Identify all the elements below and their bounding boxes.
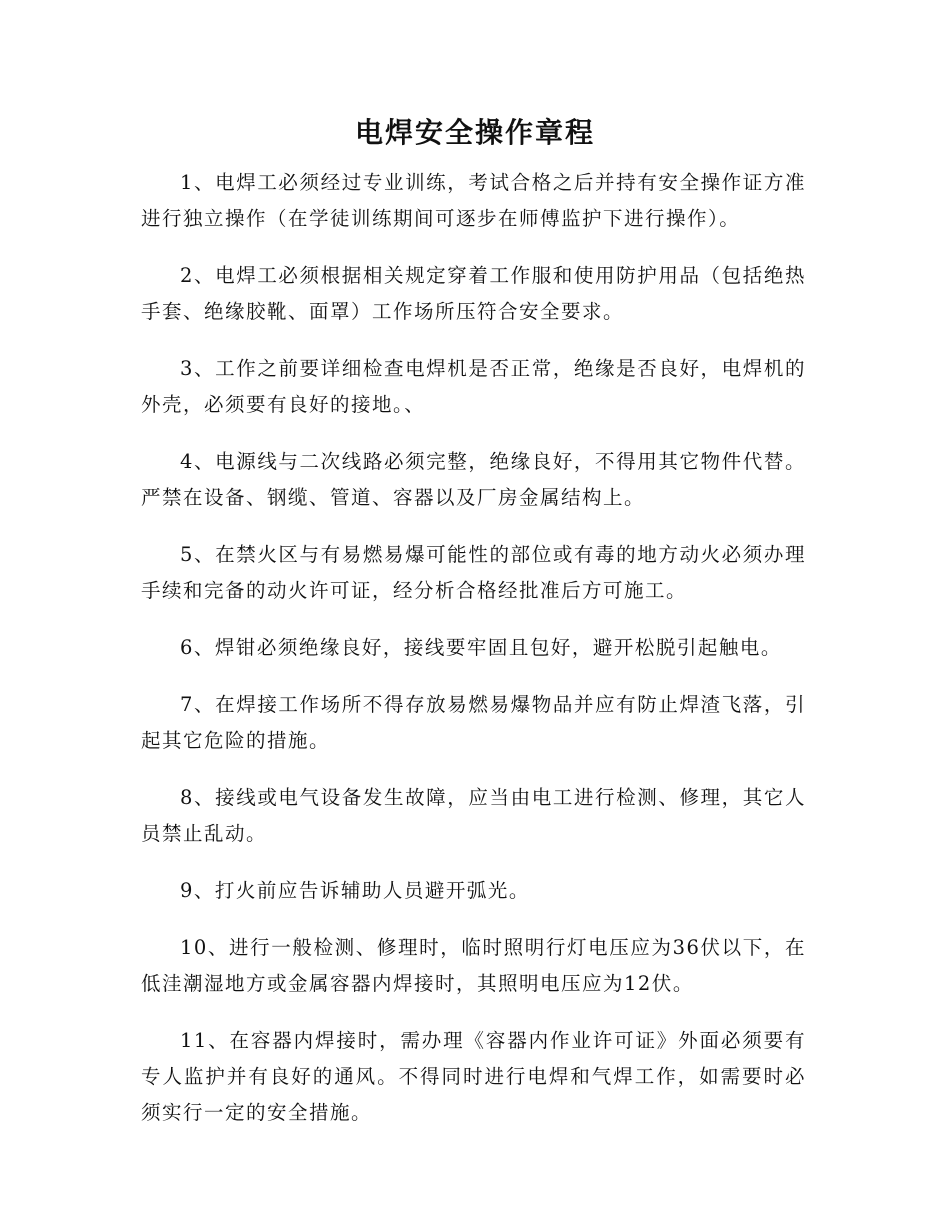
paragraph-4: 4、电源线与二次线路必须完整，绝缘良好，不得用其它物件代替。严禁在设备、钢缆、管道、容器以及厂房金属结构上。	[141, 450, 806, 509]
paragraph-8: 8、接线或电气设备发生故障，应当由电工进行检测、修理，其它人员禁止乱动。	[141, 786, 806, 845]
document-body	[141, 165, 806, 1152]
paragraph-9: 9、打火前应告诉辅助人员避开弧光。	[180, 879, 530, 902]
paragraph-2: 2、电焊工必须根据相关规定穿着工作服和使用防护用品（包括绝热手套、绝缘胶靴、面罩）工作场所压符合安全要求。	[141, 264, 806, 323]
paragraph-6: 6、焊钳必须绝缘良好，接线要牢固且包好，避开松脱引起触电。	[180, 636, 782, 659]
paragraph-7: 7、在焊接工作场所不得存放易燃易爆物品并应有防止焊渣飞落，引起其它危险的措施。	[141, 693, 806, 752]
paragraph-11: 11、在容器内焊接时，需办理《容器内作业许可证》外面必须要有专人监护并有良好的通风。不得同时进行电焊和气焊工作，如需要时必须实行一定的安全措施。	[141, 1029, 806, 1124]
document-title: 电焊安全操作章程	[354, 116, 595, 149]
paragraph-3: 3、工作之前要详细检查电焊机是否正常，绝缘是否良好，电焊机的外壳，必须要有良好的接地。、	[141, 357, 806, 416]
paragraph-10: 10、进行一般检测、修理时，临时照明行灯电压应为36伏以下，在低洼潮湿地方或金属容器内焊接时，其照明电压应为12伏。	[141, 936, 806, 995]
paragraph-5: 5、在禁火区与有易燃易爆可能性的部位或有毒的地方动火必须办理手续和完备的动火许可证，经分析合格经批准后方可施工。	[141, 543, 806, 602]
paragraph-1: 1、电焊工必须经过专业训练，考试合格之后并持有安全操作证方准进行独立操作（在学徒训练期间可逐步在师傅监护下进行操作）。	[141, 171, 806, 230]
